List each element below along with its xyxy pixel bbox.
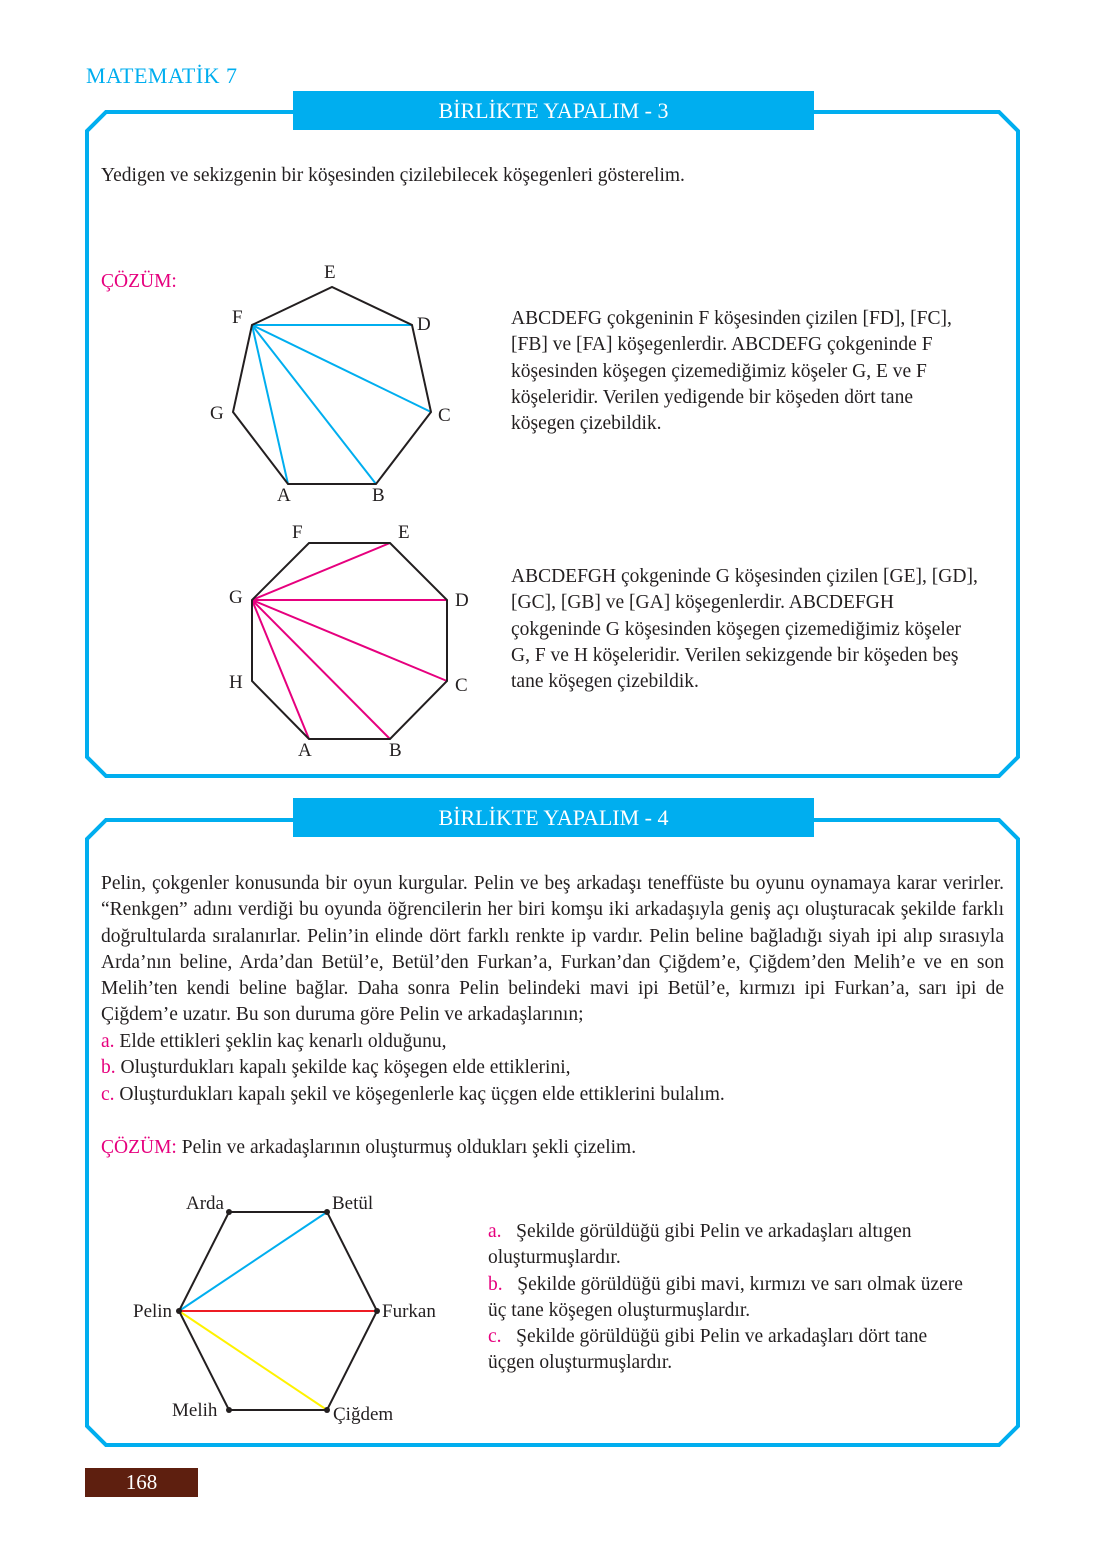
vertex-dot [374,1308,380,1314]
section-title: BİRLİKTE YAPALIM - 3 [293,91,814,130]
vertex-label: D [417,314,431,335]
vertex-label: Arda [186,1193,224,1214]
diagonal-line [252,325,431,412]
vertex-label: F [232,307,243,328]
vertex-dot [226,1209,232,1215]
vertex-label: A [298,740,312,761]
question-item: c. Oluşturdukları kapalı şekil ve köşegenlerle kaç üçgen elde ettiklerini bulalım. [101,1083,725,1105]
vertex-label: Betül [332,1193,374,1214]
vertex-label: H [229,672,243,693]
vertex-label: Pelin [133,1301,173,1322]
vertex-label: D [455,590,469,611]
vertex-label: E [398,522,410,543]
subject-title: MATEMATİK 7 [86,63,238,88]
diagonal-line [179,1212,327,1311]
vertex-label: Melih [172,1400,218,1421]
answer-list [488,1219,978,1377]
vertex-label: Çiğdem [333,1404,394,1425]
vertex-dot [176,1308,182,1314]
solution-intro: ÇÖZÜM: Pelin ve arkadaşlarının oluşturmuş oldukları şekli çizelim. [101,1137,637,1158]
vertex-label: Furkan [382,1301,436,1322]
heptagon-outline [233,287,431,484]
vertex-dot [324,1209,330,1215]
solution-label: ÇÖZÜM: [101,271,177,292]
answer-item: b. Şekilde görüldüğü gibi mavi, kırmızı ve sarı olmak üzere üç tane köşegen oluşturmuşlardır. [488,1273,963,1321]
page-number: 168 [85,1468,198,1497]
hexagon-figure [176,1209,380,1413]
vertex-dot [324,1407,330,1413]
vertex-label: A [277,485,291,506]
vertex-dot [226,1407,232,1413]
vertex-label: G [229,587,243,608]
vertex-label: F [292,522,303,543]
answer-item: c. Şekilde görüldüğü gibi Pelin ve arkadaşları dört tane üçgen oluşturmuşlardır. [488,1326,928,1374]
problem-paragraph: Pelin, çokgenler konusunda bir oyun kurgular. Pelin ve beş arkadaşı teneffüste bu oyunu oynamaya karar verirler. “Renkgen” adını verdiği bu oyunda öğrencilerin her biri komşu iki arkadaşıyla geniş açı oluşturacak şekilde farklı doğrultularda sıralanırlar. Pelin’in elinde dört farklı renkte ip vardır. Pelin beline bağladığı siyah ipi alıp sırasıyla Arda’nın beline, Arda’dan Betül’e, Betül’den Furkan’a, Furkan’dan Çiğdem’e, Çiğdem’den Melih’e ve en son Melih’ten kendi beline bağlar. Daha sonra Pelin belindeki mavi ipi Betül’e, kırmızı ipi Furkan’a, sarı ipi de Çiğdem’e uzatır. Bu son duruma göre Pelin ve arkadaşlarının; [101,873,1004,1026]
vertex-label: B [372,485,385,506]
vertex-label: B [389,740,402,761]
question-item: a. Elde ettikleri şeklin kaç kenarlı olduğunu, [101,1031,447,1052]
diagonal-line [252,543,390,600]
diagonal-line [252,600,390,739]
octagon-explanation: ABCDEFGH çokgeninde G köşesinden çizilen [GE], [GD], [GC], [GB] ve [GA] köşegenlerdir. ABCDEFGH çokgeninde G köşesinden köşegen çizemediğimiz köşeler G, F ve H köşeleridir. Verilen sekizgende bir köşeden beş tane köşegen çizebildik. [511,566,978,693]
vertex-label: G [210,403,224,424]
vertex-label: C [455,675,468,696]
question-list [101,1029,1004,1108]
task-prompt: Yedigen ve sekizgenin bir köşesinden çizilebilecek köşegenleri gösterelim. [101,165,685,186]
diagonal-line [179,1311,327,1410]
answer-item: a. Şekilde görüldüğü gibi Pelin ve arkadaşları altıgen oluşturmuşlardır. [488,1221,912,1269]
vertex-label: C [438,405,451,426]
heptagon-figure [233,287,431,484]
octagon-figure [252,543,447,739]
section-title: BİRLİKTE YAPALIM - 4 [293,798,814,837]
vertex-label: E [324,262,336,283]
question-item: b. Oluşturdukları kapalı şekilde kaç köşegen elde ettiklerini, [101,1057,571,1079]
heptagon-explanation: ABCDEFG çokgeninin F köşesinden çizilen [FD], [FC], [FB] ve [FA] köşegenlerdir. ABCDEFG çokgeninde F köşesinden köşegen çizemediğimiz köşeler G, E ve F köşeleridir. Verilen yedigende bir köşeden dört tane köşegen çizebildik. [511,308,952,435]
